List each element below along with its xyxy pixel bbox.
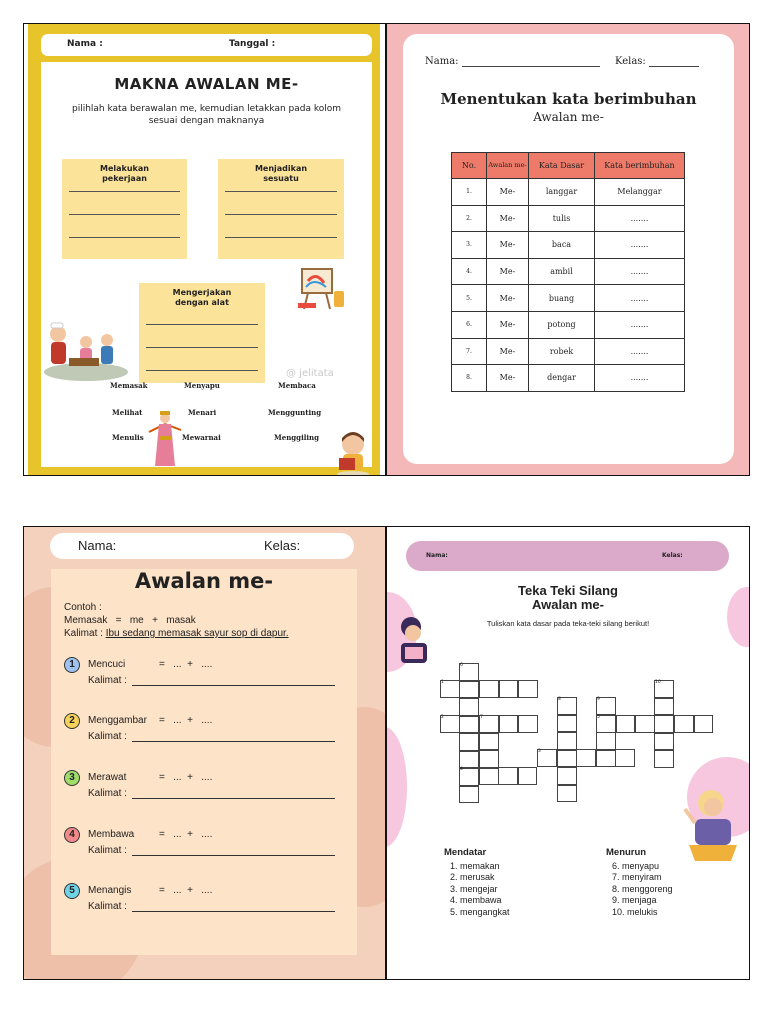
item-word: Membawa [88,829,135,840]
clues-mendatar [444,847,510,918]
clue-item: 4. membawa [450,895,502,905]
dancer-illustration [147,410,183,468]
clue-item: 6. menyapu [612,860,660,871]
crossword-cell[interactable] [479,750,499,768]
box-melakukan-pekerjaan [62,159,187,259]
menurun-heading: Menurun [606,847,647,858]
answer-line [146,324,258,325]
item-equation: = ... + .... [159,885,213,896]
worksheet-body [41,62,372,467]
table-row [452,311,685,338]
box-menjadikan-sesuatu [218,159,344,259]
crossword-cell[interactable] [479,680,499,698]
kelas-label: Kelas: [264,538,301,553]
crossword-cell[interactable] [479,768,499,786]
worksheet-makna-awalan [23,23,386,476]
table-row [452,258,685,285]
table-row [452,179,685,206]
clue-item: 10. melukis [612,906,658,917]
word-item: Menggunting [268,408,322,417]
answer-line [225,191,337,192]
header-no: No. [452,153,487,179]
crossword-cell[interactable] [557,732,577,750]
item-word: Merawat [88,772,127,783]
cell-kata-berimbuhan: ....... [595,365,685,392]
worksheet-panel [51,569,357,955]
girl-reading-illustration [393,613,433,669]
crossword-cell[interactable] [518,767,538,785]
nama-label: Nama: [425,56,459,67]
item-kalimat-line [132,911,335,912]
crossword-cell[interactable] [459,681,479,699]
crossword-cell[interactable] [694,715,714,733]
tanggal-label: Tanggal : [229,39,276,49]
cell-no: 1. [452,179,487,206]
item-kalimat-label: Kalimat : [88,845,127,856]
answer-line [225,237,337,238]
cell-kata-dasar: ambil [529,258,595,285]
cell-awalan: Me- [487,338,529,365]
kelas-field [615,56,699,67]
kelas-label: Kelas: [662,552,683,559]
item-kalimat-label: Kalimat : [88,788,127,799]
answer-line [69,191,180,192]
table-row [452,365,685,392]
table-header-row [452,153,685,179]
cell-kata-berimbuhan: ....... [595,311,685,338]
worksheet-subtitle: Awalan me- [531,597,604,612]
crossword-cell[interactable] [654,750,674,768]
item-equation: = ... + .... [159,659,213,670]
mendatar-heading: Mendatar [444,847,487,858]
crossword-cell[interactable] [596,750,616,768]
word-item: Menulis [112,433,144,442]
table-row [452,285,685,312]
cell-kata-berimbuhan: ....... [595,285,685,312]
contoh-equation: Memasak = me + masak [64,615,196,626]
crossword-number: 4 [460,767,463,772]
answer-line [225,214,337,215]
cell-no: 6. [452,311,487,338]
header-kata-dasar: Kata Dasar [529,153,595,179]
word-item: Menggiling [274,433,320,442]
worksheet-teka-teki-silang [386,526,750,980]
item-kalimat-line [132,798,335,799]
crossword-cell[interactable] [654,698,674,716]
instruction: Tuliskan kata dasar pada teka-teki silang berikut! [486,619,650,628]
cell-kata-dasar: baca [529,232,595,259]
word-item: Membaca [278,381,316,390]
box-title: Menjadikan sesuatu [254,164,308,183]
exercise-item [64,827,354,867]
crossword-number: 3 [538,749,541,754]
answer-line [69,237,180,238]
box-title: Melakukan pekerjaan [100,164,149,183]
instruction: pilihlah kata berawalan me, kemudian letakkan pada kolom sesuai dengan maknanya [71,104,342,126]
crossword-number: 10 [655,680,661,685]
kelas-line [649,58,699,67]
exercise-item [64,713,354,753]
crossword-number: 5 [597,715,600,720]
item-number-badge: 2 [64,713,80,729]
worksheet-title: Awalan me- [134,569,274,593]
cooking-family-illustration [41,314,131,384]
word-item: Memasak [110,381,148,390]
crossword-cell[interactable] [596,732,616,750]
crossword-cell[interactable] [616,715,636,733]
cell-no: 5. [452,285,487,312]
item-kalimat-label: Kalimat : [88,731,127,742]
worksheet-awalan-me-kalimat [23,526,386,980]
item-number-badge: 1 [64,657,80,673]
contoh-kalimat-label: Kalimat : [64,628,103,639]
watermark: @ jelitata [286,368,334,379]
item-equation: = ... + .... [159,715,213,726]
cell-kata-dasar: potong [529,311,595,338]
crossword-cell[interactable] [479,733,499,751]
table-row [452,338,685,365]
item-kalimat-line [132,855,335,856]
crossword-cell[interactable] [498,767,518,785]
cell-awalan: Me- [487,285,529,312]
crossword-number: 6 [460,663,463,668]
exercise-item [64,770,354,810]
nama-label: Nama: [426,552,448,559]
cell-awalan: Me- [487,179,529,206]
word-item: Menyapu [184,381,220,390]
item-word: Menggambar [88,715,147,726]
header-awalan: Awalan me- [487,153,529,179]
painting-easel-illustration [296,267,348,312]
crossword-cell[interactable] [576,749,596,767]
box-title: Mengerjakan dengan alat [172,288,232,307]
decor-blob [386,727,407,847]
box-mengerjakan-dengan-alat [139,283,265,383]
crossword-cell[interactable] [459,786,479,804]
worksheet-card [403,34,734,464]
word-item: Melihat [112,408,143,417]
cell-kata-berimbuhan: ....... [595,232,685,259]
name-class-header [406,541,729,571]
cell-awalan: Me- [487,205,529,232]
word-item: Menari [188,408,217,417]
name-class-header [50,533,354,559]
cell-kata-dasar: buang [529,285,595,312]
cell-no: 2. [452,205,487,232]
nama-line [462,58,600,67]
crossword-cell[interactable] [459,698,479,716]
cell-awalan: Me- [487,311,529,338]
contoh-label: Contoh : [64,602,102,613]
exercise-item [64,657,354,697]
crossword-cell[interactable] [557,750,577,768]
crossword-cell[interactable] [557,715,577,733]
kelas-label: Kelas: [615,56,646,67]
imbuhan-table [451,152,685,392]
contoh-kalimat-text: Ibu sedang memasak sayur sop di dapur. [105,628,289,639]
clue-item: 3. mengejar [450,883,498,894]
cell-no: 8. [452,365,487,392]
cell-kata-dasar: dengar [529,365,595,392]
cell-awalan: Me- [487,258,529,285]
crossword-cell[interactable] [557,785,577,803]
worksheet-title: Teka Teki Silang [518,583,618,598]
header-kata-berimbuhan: Kata berimbuhan [595,153,685,179]
crossword-cell[interactable] [459,751,479,769]
cell-kata-berimbuhan: Melanggar [595,179,685,206]
yellow-frame [28,24,380,476]
word-item: Mewarnai [182,433,221,442]
worksheet-kata-berimbuhan [386,23,750,476]
crossword-number: 8 [558,697,561,702]
cell-kata-berimbuhan: ....... [595,205,685,232]
item-equation: = ... + .... [159,772,213,783]
girl-with-book-illustration [681,779,743,865]
nama-label: Nama : [67,39,103,49]
nama-field [425,56,600,67]
cell-no: 3. [452,232,487,259]
exercise-item [64,883,354,923]
crossword-cell[interactable] [459,733,479,751]
cell-kata-berimbuhan: ....... [595,258,685,285]
item-kalimat-line [132,685,335,686]
crossword-number: 2 [441,715,444,720]
crossword-cell[interactable] [557,767,577,785]
crossword-number: 1 [441,680,444,685]
cell-awalan: Me- [487,365,529,392]
item-equation: = ... + .... [159,829,213,840]
crossword-cell[interactable] [654,733,674,751]
worksheet-title: Menentukan kata berimbuhan [440,90,697,108]
cell-no: 4. [452,258,487,285]
crossword-cell[interactable] [615,749,635,767]
table-row [452,232,685,259]
crossword-cell[interactable] [459,716,479,734]
item-kalimat-label: Kalimat : [88,675,127,686]
worksheet-title: MAKNA AWALAN ME- [114,75,299,93]
clue-item: 5. mengangkat [450,906,510,917]
clue-item: 7. menyiram [612,872,662,882]
answer-line [146,347,258,348]
crossword-cell[interactable] [499,715,519,733]
answer-line [146,370,258,371]
worksheet-subtitle: Awalan me- [533,110,604,124]
item-number-badge: 3 [64,770,80,786]
contoh-kalimat [64,628,289,639]
item-word: Mencuci [88,659,126,670]
crossword-number: 7 [480,715,483,720]
clues-menurun [606,847,673,918]
cell-kata-dasar: robek [529,338,595,365]
cell-awalan: Me- [487,232,529,259]
clue-item: 2. merusak [450,872,495,882]
cell-no: 7. [452,338,487,365]
boy-reading-illustration [333,430,373,476]
item-number-badge: 5 [64,883,80,899]
cell-kata-berimbuhan: ....... [595,338,685,365]
crossword-cell[interactable] [499,680,519,698]
crossword-cell[interactable] [635,715,655,733]
clue-item: 8. menggoreng [612,883,673,894]
cell-kata-dasar: langgar [529,179,595,206]
table-row [452,205,685,232]
crossword-cell[interactable] [518,680,538,698]
crossword-cell[interactable] [654,715,674,733]
answer-line [69,214,180,215]
crossword-number: 9 [597,697,600,702]
clue-item: 1. memakan [450,860,500,871]
item-word: Menangis [88,885,132,896]
item-kalimat-line [132,741,335,742]
item-kalimat-label: Kalimat : [88,901,127,912]
name-date-header [41,34,372,56]
crossword-cell[interactable] [518,715,538,733]
item-number-badge: 4 [64,827,80,843]
clue-item: 9. menjaga [612,895,657,905]
nama-label: Nama: [78,538,117,553]
crossword-cell[interactable] [674,715,694,733]
cell-kata-dasar: tulis [529,205,595,232]
